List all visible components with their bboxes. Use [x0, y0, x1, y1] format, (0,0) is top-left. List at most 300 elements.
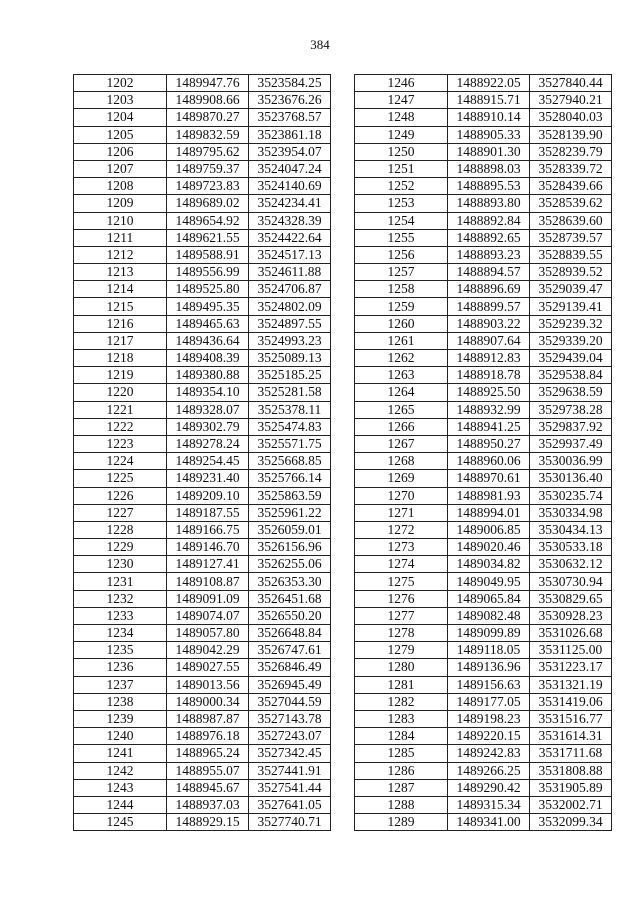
point-number-cell: 1220 [74, 384, 167, 401]
point-number-cell: 1285 [355, 745, 448, 762]
table-row [74, 762, 331, 779]
y-coordinate-cell: 3526550.20 [249, 607, 331, 624]
point-number-cell: 1282 [355, 693, 448, 710]
table-row [355, 779, 612, 796]
x-coordinate-cell: 1489495.35 [167, 298, 249, 315]
x-coordinate-cell: 1489034.82 [448, 556, 530, 573]
point-number-cell: 1223 [74, 435, 167, 452]
point-number-cell: 1263 [355, 367, 448, 384]
y-coordinate-cell: 3527243.07 [249, 728, 331, 745]
point-number-cell: 1255 [355, 229, 448, 246]
table-row [355, 298, 612, 315]
point-number-cell: 1264 [355, 384, 448, 401]
table-row [355, 625, 612, 642]
x-coordinate-cell: 1489380.88 [167, 367, 249, 384]
y-coordinate-cell: 3531125.00 [530, 642, 612, 659]
y-coordinate-cell: 3529139.41 [530, 298, 612, 315]
table-row [74, 350, 331, 367]
point-number-cell: 1276 [355, 590, 448, 607]
table-row [355, 710, 612, 727]
point-number-cell: 1230 [74, 556, 167, 573]
table-row [74, 332, 331, 349]
point-number-cell: 1228 [74, 521, 167, 538]
x-coordinate-cell: 1489315.34 [448, 796, 530, 813]
y-coordinate-cell: 3530235.74 [530, 487, 612, 504]
table-row [355, 160, 612, 177]
table-row [74, 487, 331, 504]
point-number-cell: 1234 [74, 625, 167, 642]
point-number-cell: 1253 [355, 195, 448, 212]
point-number-cell: 1248 [355, 109, 448, 126]
y-coordinate-cell: 3531711.68 [530, 745, 612, 762]
x-coordinate-cell: 1489290.42 [448, 779, 530, 796]
y-coordinate-cell: 3529239.32 [530, 315, 612, 332]
y-coordinate-cell: 3526451.68 [249, 590, 331, 607]
table-row [355, 487, 612, 504]
x-coordinate-cell: 1488981.93 [448, 487, 530, 504]
point-number-cell: 1219 [74, 367, 167, 384]
y-coordinate-cell: 3527740.71 [249, 814, 331, 831]
y-coordinate-cell: 3523676.26 [249, 92, 331, 109]
y-coordinate-cell: 3529039.47 [530, 281, 612, 298]
table-row [74, 229, 331, 246]
point-number-cell: 1280 [355, 659, 448, 676]
y-coordinate-cell: 3527044.59 [249, 693, 331, 710]
table-row [74, 642, 331, 659]
table-row [355, 521, 612, 538]
y-coordinate-cell: 3526945.49 [249, 676, 331, 693]
point-number-cell: 1273 [355, 539, 448, 556]
y-coordinate-cell: 3525863.59 [249, 487, 331, 504]
table-row [74, 109, 331, 126]
table-row [355, 109, 612, 126]
y-coordinate-cell: 3524328.39 [249, 212, 331, 229]
x-coordinate-cell: 1489231.40 [167, 470, 249, 487]
point-number-cell: 1284 [355, 728, 448, 745]
table-row [355, 401, 612, 418]
table-row [74, 710, 331, 727]
point-number-cell: 1262 [355, 350, 448, 367]
table-row [355, 384, 612, 401]
y-coordinate-cell: 3524706.87 [249, 281, 331, 298]
x-coordinate-cell: 1488932.99 [448, 401, 530, 418]
y-coordinate-cell: 3529538.84 [530, 367, 612, 384]
x-coordinate-cell: 1489000.34 [167, 693, 249, 710]
point-number-cell: 1206 [74, 143, 167, 160]
y-coordinate-cell: 3531808.88 [530, 762, 612, 779]
table-row [74, 590, 331, 607]
y-coordinate-cell: 3531614.31 [530, 728, 612, 745]
x-coordinate-cell: 1488892.65 [448, 229, 530, 246]
table-row [74, 814, 331, 831]
point-number-cell: 1226 [74, 487, 167, 504]
y-coordinate-cell: 3526747.61 [249, 642, 331, 659]
x-coordinate-cell: 1489074.07 [167, 607, 249, 624]
x-coordinate-cell: 1489278.24 [167, 435, 249, 452]
point-number-cell: 1221 [74, 401, 167, 418]
y-coordinate-cell: 3527541.44 [249, 779, 331, 796]
point-number-cell: 1259 [355, 298, 448, 315]
y-coordinate-cell: 3530334.98 [530, 504, 612, 521]
table-row [355, 350, 612, 367]
point-number-cell: 1211 [74, 229, 167, 246]
y-coordinate-cell: 3524422.64 [249, 229, 331, 246]
table-row [355, 728, 612, 745]
point-number-cell: 1243 [74, 779, 167, 796]
point-number-cell: 1260 [355, 315, 448, 332]
x-coordinate-cell: 1489042.29 [167, 642, 249, 659]
x-coordinate-cell: 1489795.62 [167, 143, 249, 160]
x-coordinate-cell: 1489209.10 [167, 487, 249, 504]
table-row [74, 607, 331, 624]
point-number-cell: 1261 [355, 332, 448, 349]
y-coordinate-cell: 3528239.79 [530, 143, 612, 160]
x-coordinate-cell: 1488912.83 [448, 350, 530, 367]
x-coordinate-cell: 1488895.53 [448, 178, 530, 195]
x-coordinate-cell: 1488899.57 [448, 298, 530, 315]
y-coordinate-cell: 3524517.13 [249, 246, 331, 263]
point-number-cell: 1274 [355, 556, 448, 573]
x-coordinate-cell: 1488898.03 [448, 160, 530, 177]
table-body [74, 75, 331, 831]
point-number-cell: 1258 [355, 281, 448, 298]
point-number-cell: 1271 [355, 504, 448, 521]
point-number-cell: 1281 [355, 676, 448, 693]
table-row [74, 195, 331, 212]
point-number-cell: 1289 [355, 814, 448, 831]
x-coordinate-cell: 1489020.46 [448, 539, 530, 556]
y-coordinate-cell: 3527940.21 [530, 92, 612, 109]
x-coordinate-cell: 1489689.02 [167, 195, 249, 212]
table-row [74, 92, 331, 109]
point-number-cell: 1249 [355, 126, 448, 143]
table-row [74, 384, 331, 401]
y-coordinate-cell: 3523584.25 [249, 75, 331, 92]
y-coordinate-cell: 3525571.75 [249, 435, 331, 452]
y-coordinate-cell: 3530632.12 [530, 556, 612, 573]
table-row [355, 246, 612, 263]
y-coordinate-cell: 3525185.25 [249, 367, 331, 384]
x-coordinate-cell: 1489082.48 [448, 607, 530, 624]
x-coordinate-cell: 1489166.75 [167, 521, 249, 538]
table-row [355, 693, 612, 710]
x-coordinate-cell: 1489870.27 [167, 109, 249, 126]
x-coordinate-cell: 1489118.05 [448, 642, 530, 659]
point-number-cell: 1225 [74, 470, 167, 487]
point-number-cell: 1256 [355, 246, 448, 263]
x-coordinate-cell: 1488893.80 [448, 195, 530, 212]
y-coordinate-cell: 3527342.45 [249, 745, 331, 762]
point-number-cell: 1231 [74, 573, 167, 590]
x-coordinate-cell: 1489049.95 [448, 573, 530, 590]
table-row [74, 367, 331, 384]
y-coordinate-cell: 3531419.06 [530, 693, 612, 710]
x-coordinate-cell: 1488922.05 [448, 75, 530, 92]
point-number-cell: 1209 [74, 195, 167, 212]
table-row [74, 539, 331, 556]
point-number-cell: 1216 [74, 315, 167, 332]
y-coordinate-cell: 3525668.85 [249, 453, 331, 470]
y-coordinate-cell: 3531321.19 [530, 676, 612, 693]
y-coordinate-cell: 3528839.55 [530, 246, 612, 263]
y-coordinate-cell: 3527840.44 [530, 75, 612, 92]
x-coordinate-cell: 1489242.83 [448, 745, 530, 762]
table-row [355, 607, 612, 624]
table-row [74, 625, 331, 642]
y-coordinate-cell: 3530434.13 [530, 521, 612, 538]
point-number-cell: 1247 [355, 92, 448, 109]
y-coordinate-cell: 3530036.99 [530, 453, 612, 470]
x-coordinate-cell: 1488994.01 [448, 504, 530, 521]
point-number-cell: 1218 [74, 350, 167, 367]
x-coordinate-cell: 1489266.25 [448, 762, 530, 779]
y-coordinate-cell: 3529837.92 [530, 418, 612, 435]
point-number-cell: 1242 [74, 762, 167, 779]
y-coordinate-cell: 3528639.60 [530, 212, 612, 229]
y-coordinate-cell: 3524047.24 [249, 160, 331, 177]
y-coordinate-cell: 3528939.52 [530, 264, 612, 281]
table-row [74, 264, 331, 281]
y-coordinate-cell: 3525766.14 [249, 470, 331, 487]
point-number-cell: 1278 [355, 625, 448, 642]
point-number-cell: 1270 [355, 487, 448, 504]
table-row [74, 573, 331, 590]
table-row [355, 178, 612, 195]
y-coordinate-cell: 3530136.40 [530, 470, 612, 487]
point-number-cell: 1232 [74, 590, 167, 607]
table-row [74, 401, 331, 418]
y-coordinate-cell: 3525089.13 [249, 350, 331, 367]
point-number-cell: 1233 [74, 607, 167, 624]
x-coordinate-cell: 1488910.14 [448, 109, 530, 126]
y-coordinate-cell: 3526353.30 [249, 573, 331, 590]
y-coordinate-cell: 3529738.28 [530, 401, 612, 418]
point-number-cell: 1246 [355, 75, 448, 92]
point-number-cell: 1272 [355, 521, 448, 538]
y-coordinate-cell: 3529339.20 [530, 332, 612, 349]
point-number-cell: 1277 [355, 607, 448, 624]
point-number-cell: 1241 [74, 745, 167, 762]
x-coordinate-cell: 1489177.05 [448, 693, 530, 710]
y-coordinate-cell: 3523954.07 [249, 143, 331, 160]
table-row [355, 590, 612, 607]
table-row [74, 160, 331, 177]
y-coordinate-cell: 3529638.59 [530, 384, 612, 401]
table-row [74, 659, 331, 676]
x-coordinate-cell: 1489408.39 [167, 350, 249, 367]
x-coordinate-cell: 1488941.25 [448, 418, 530, 435]
y-coordinate-cell: 3526156.96 [249, 539, 331, 556]
x-coordinate-cell: 1488987.87 [167, 710, 249, 727]
point-number-cell: 1250 [355, 143, 448, 160]
point-number-cell: 1266 [355, 418, 448, 435]
x-coordinate-cell: 1488901.30 [448, 143, 530, 160]
table-row [74, 521, 331, 538]
point-number-cell: 1287 [355, 779, 448, 796]
x-coordinate-cell: 1489099.89 [448, 625, 530, 642]
point-number-cell: 1229 [74, 539, 167, 556]
table-row [74, 453, 331, 470]
table-row [355, 195, 612, 212]
x-coordinate-cell: 1489065.84 [448, 590, 530, 607]
y-coordinate-cell: 3526059.01 [249, 521, 331, 538]
table-row [355, 796, 612, 813]
point-number-cell: 1238 [74, 693, 167, 710]
table-row [355, 676, 612, 693]
y-coordinate-cell: 3531516.77 [530, 710, 612, 727]
x-coordinate-cell: 1488937.03 [167, 796, 249, 813]
table-row [74, 246, 331, 263]
y-coordinate-cell: 3530928.23 [530, 607, 612, 624]
y-coordinate-cell: 3529439.04 [530, 350, 612, 367]
x-coordinate-cell: 1489654.92 [167, 212, 249, 229]
table-row [74, 418, 331, 435]
table-row [355, 92, 612, 109]
table-row [74, 315, 331, 332]
x-coordinate-cell: 1489465.63 [167, 315, 249, 332]
x-coordinate-cell: 1488896.69 [448, 281, 530, 298]
y-coordinate-cell: 3529937.49 [530, 435, 612, 452]
x-coordinate-cell: 1489525.80 [167, 281, 249, 298]
x-coordinate-cell: 1488945.67 [167, 779, 249, 796]
x-coordinate-cell: 1489621.55 [167, 229, 249, 246]
x-coordinate-cell: 1488955.07 [167, 762, 249, 779]
point-number-cell: 1222 [74, 418, 167, 435]
table-row [355, 264, 612, 281]
table-row [74, 676, 331, 693]
x-coordinate-cell: 1489588.91 [167, 246, 249, 263]
x-coordinate-cell: 1489027.55 [167, 659, 249, 676]
table-row [355, 212, 612, 229]
table-row [74, 178, 331, 195]
coordinates-table-left [73, 74, 331, 831]
x-coordinate-cell: 1488976.18 [167, 728, 249, 745]
y-coordinate-cell: 3531223.17 [530, 659, 612, 676]
y-coordinate-cell: 3525281.58 [249, 384, 331, 401]
y-coordinate-cell: 3528539.62 [530, 195, 612, 212]
table-row [74, 728, 331, 745]
x-coordinate-cell: 1489436.64 [167, 332, 249, 349]
y-coordinate-cell: 3532099.34 [530, 814, 612, 831]
point-number-cell: 1265 [355, 401, 448, 418]
table-row [355, 762, 612, 779]
point-number-cell: 1269 [355, 470, 448, 487]
x-coordinate-cell: 1488903.22 [448, 315, 530, 332]
y-coordinate-cell: 3524140.69 [249, 178, 331, 195]
y-coordinate-cell: 3524234.41 [249, 195, 331, 212]
point-number-cell: 1279 [355, 642, 448, 659]
point-number-cell: 1205 [74, 126, 167, 143]
x-coordinate-cell: 1489220.15 [448, 728, 530, 745]
point-number-cell: 1257 [355, 264, 448, 281]
x-coordinate-cell: 1489013.56 [167, 676, 249, 693]
x-coordinate-cell: 1489057.80 [167, 625, 249, 642]
x-coordinate-cell: 1489302.79 [167, 418, 249, 435]
point-number-cell: 1202 [74, 75, 167, 92]
table-row [74, 212, 331, 229]
table-row [74, 470, 331, 487]
table-row [355, 281, 612, 298]
table-row [355, 470, 612, 487]
table-row [74, 435, 331, 452]
table-row [74, 281, 331, 298]
y-coordinate-cell: 3526648.84 [249, 625, 331, 642]
point-number-cell: 1268 [355, 453, 448, 470]
y-coordinate-cell: 3524611.88 [249, 264, 331, 281]
table-row [355, 367, 612, 384]
table-row [74, 693, 331, 710]
x-coordinate-cell: 1488894.57 [448, 264, 530, 281]
x-coordinate-cell: 1489156.63 [448, 676, 530, 693]
x-coordinate-cell: 1489198.23 [448, 710, 530, 727]
table-row [74, 298, 331, 315]
x-coordinate-cell: 1489146.70 [167, 539, 249, 556]
point-number-cell: 1240 [74, 728, 167, 745]
table-row [74, 126, 331, 143]
x-coordinate-cell: 1489723.83 [167, 178, 249, 195]
point-number-cell: 1210 [74, 212, 167, 229]
point-number-cell: 1203 [74, 92, 167, 109]
point-number-cell: 1217 [74, 332, 167, 349]
y-coordinate-cell: 3523768.57 [249, 109, 331, 126]
table-row [355, 418, 612, 435]
table-row [355, 126, 612, 143]
y-coordinate-cell: 3531905.89 [530, 779, 612, 796]
table-row [355, 504, 612, 521]
x-coordinate-cell: 1488925.50 [448, 384, 530, 401]
point-number-cell: 1215 [74, 298, 167, 315]
table-row [355, 556, 612, 573]
table-row [355, 642, 612, 659]
point-number-cell: 1207 [74, 160, 167, 177]
y-coordinate-cell: 3528439.66 [530, 178, 612, 195]
point-number-cell: 1208 [74, 178, 167, 195]
table-row [355, 745, 612, 762]
page-number: 384 [310, 37, 330, 52]
x-coordinate-cell: 1489108.87 [167, 573, 249, 590]
y-coordinate-cell: 3531026.68 [530, 625, 612, 642]
point-number-cell: 1245 [74, 814, 167, 831]
point-number-cell: 1214 [74, 281, 167, 298]
y-coordinate-cell: 3525378.11 [249, 401, 331, 418]
y-coordinate-cell: 3530730.94 [530, 573, 612, 590]
x-coordinate-cell: 1488905.33 [448, 126, 530, 143]
x-coordinate-cell: 1488965.24 [167, 745, 249, 762]
y-coordinate-cell: 3528339.72 [530, 160, 612, 177]
y-coordinate-cell: 3525961.22 [249, 504, 331, 521]
x-coordinate-cell: 1489832.59 [167, 126, 249, 143]
table-row [74, 796, 331, 813]
table-row [355, 315, 612, 332]
point-number-cell: 1227 [74, 504, 167, 521]
y-coordinate-cell: 3524802.09 [249, 298, 331, 315]
y-coordinate-cell: 3532002.71 [530, 796, 612, 813]
x-coordinate-cell: 1488907.64 [448, 332, 530, 349]
x-coordinate-cell: 1488970.61 [448, 470, 530, 487]
table-row [355, 573, 612, 590]
table-row [74, 745, 331, 762]
x-coordinate-cell: 1488892.84 [448, 212, 530, 229]
table-row [74, 504, 331, 521]
x-coordinate-cell: 1488929.15 [167, 814, 249, 831]
x-coordinate-cell: 1489341.00 [448, 814, 530, 831]
table-row [74, 779, 331, 796]
table-body [355, 75, 612, 831]
table-row [74, 556, 331, 573]
point-number-cell: 1204 [74, 109, 167, 126]
y-coordinate-cell: 3525474.83 [249, 418, 331, 435]
point-number-cell: 1213 [74, 264, 167, 281]
